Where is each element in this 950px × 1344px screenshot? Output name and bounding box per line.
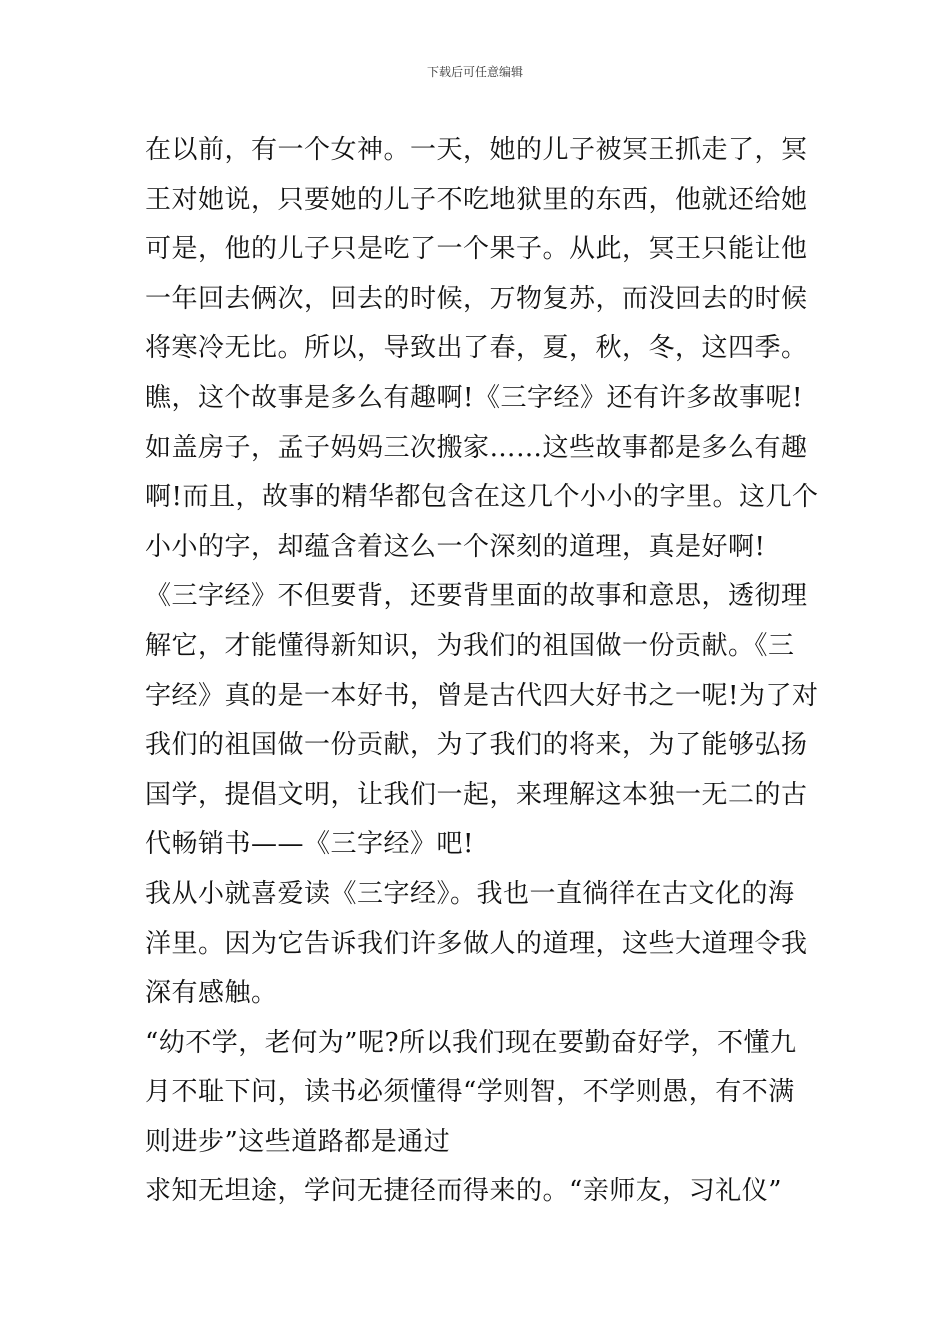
text-line: 则进步”这些道路都是通过 (145, 1126, 451, 1157)
text-line: 啊!而且，故事的精华都包含在这几个小小的字里。这几个 (145, 482, 819, 513)
text-line: 解它，才能懂得新知识，为我们的祖国做一份贡献。《三 (145, 630, 795, 661)
text-line: 我从小就喜爱读《三字经》。我也一直徜徉在古文化的海 (145, 878, 795, 909)
text-line: 在以前，有一个女神。一天，她的儿子被冥王抓走了，冥 (145, 135, 808, 165)
text-line: 《三字经》不但要背，还要背里面的故事和意思，透彻理 (145, 581, 808, 612)
text-line: 瞧，这个故事是多么有趣啊!《三字经》还有许多故事呢! (145, 382, 803, 413)
text-line: 深有感触。 (145, 978, 278, 1009)
text-line: 求知无坦途，学问无捷径而得来的。“亲师友，习礼仪” (145, 1176, 783, 1207)
text-line: 国学，提倡文明，让我们一起，来理解这本独一无二的古 (145, 779, 808, 810)
text-line: 可是，他的儿子只是吃了一个果子。从此，冥王只能让他 (145, 234, 808, 265)
text-line: 小小的字，却蕴含着这么一个深刻的道理，真是好啊! (145, 531, 766, 562)
text-line: 一年回去俩次，回去的时候，万物复苏，而没回去的时候 (145, 283, 808, 314)
page-header: 下载后可任意编辑 (426, 65, 523, 79)
text-line: 洋里。因为它告诉我们许多做人的道理，这些大道理令我 (145, 928, 808, 959)
text-line: 如盖房子，孟子妈妈三次搬家……这些故事都是多么有趣 (145, 432, 808, 463)
text-line: 字经》真的是一本好书，曾是古代四大好书之一呢!为了对 (145, 680, 819, 711)
document-body (145, 126, 819, 1217)
text-line: 将寒冷无比。所以，导致出了春，夏，秋，冬，这四季。 (145, 333, 808, 364)
text-line: “幼不学，老何为”呢?所以我们现在要勤奋好学，不懂九 (145, 1027, 797, 1058)
text-line: 王对她说，只要她的儿子不吃地狱里的东西，他就还给她 (145, 184, 808, 215)
text-line: 月不耻下问，读书必须懂得“学则智，不学则愚，有不满 (145, 1077, 795, 1108)
text-line: 我们的祖国做一份贡献，为了我们的将来，为了能够弘扬 (145, 730, 808, 761)
text-line: 代畅销书——《三字经》吧! (145, 829, 474, 860)
